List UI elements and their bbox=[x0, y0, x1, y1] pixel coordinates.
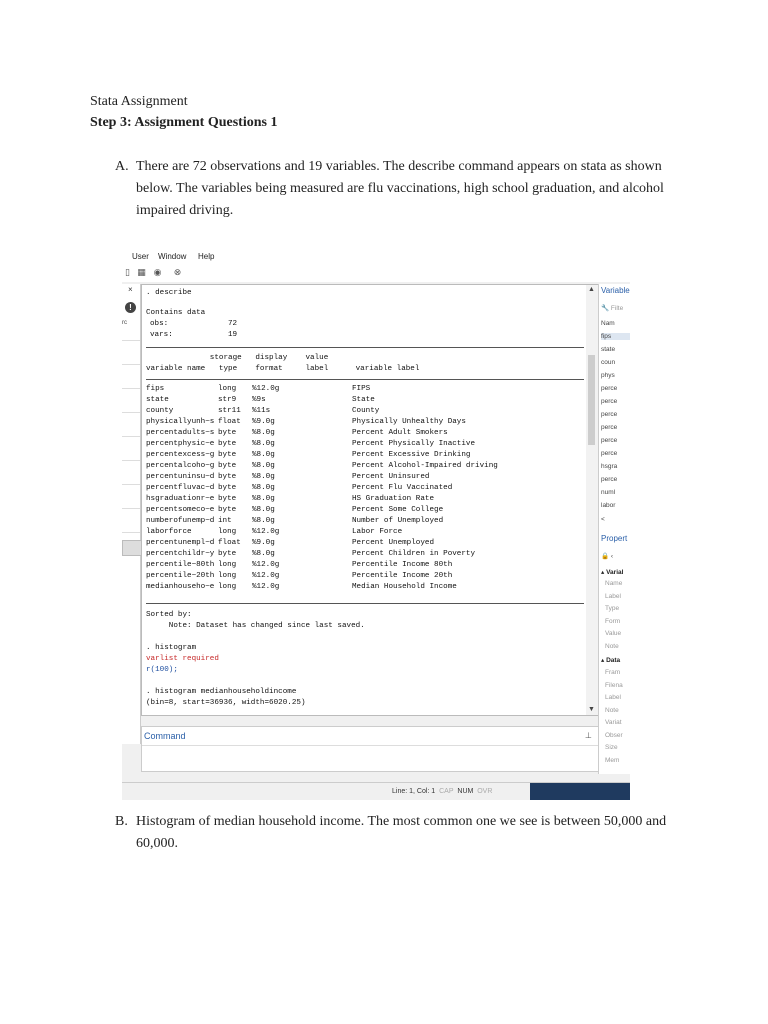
storage-type: float bbox=[218, 539, 241, 547]
close-icon[interactable]: × bbox=[128, 285, 133, 294]
variable-list-item[interactable]: perce bbox=[601, 437, 618, 444]
property-item[interactable]: Note bbox=[605, 706, 619, 714]
variables-scroll-left-icon[interactable]: < bbox=[601, 516, 605, 523]
scroll-thumb[interactable] bbox=[588, 355, 595, 445]
variable-name: percentile~80th bbox=[146, 561, 215, 569]
variable-list-item[interactable]: state bbox=[601, 346, 616, 353]
variable-list-item[interactable]: fips bbox=[601, 333, 630, 340]
vars-label: vars: bbox=[150, 331, 173, 339]
menu-help[interactable]: Help bbox=[198, 252, 215, 261]
status-text: Line: 1, Col: 1 CAP NUM OVR bbox=[392, 788, 493, 795]
variable-name: percentsomeco~e bbox=[146, 506, 215, 514]
variable-label: HS Graduation Rate bbox=[352, 495, 435, 503]
review-pane bbox=[122, 284, 141, 744]
command-pane bbox=[141, 726, 599, 772]
menu-window[interactable]: Window bbox=[158, 252, 187, 261]
property-item[interactable]: Label bbox=[605, 694, 621, 701]
variable-label: Percent Excessive Drinking bbox=[352, 451, 471, 459]
display-format: %8.0g bbox=[252, 473, 275, 481]
display-format: %8.0g bbox=[252, 462, 275, 470]
storage-type: byte bbox=[218, 550, 237, 558]
histogram-command-2: . histogram medianhouseholdincome bbox=[146, 688, 297, 696]
property-item[interactable]: Form bbox=[605, 617, 621, 625]
variable-name: percentadults~s bbox=[146, 429, 215, 437]
variable-label: Number of Unemployed bbox=[352, 517, 444, 525]
stata-screenshot bbox=[122, 248, 630, 800]
document-subtitle: Step 3: Assignment Questions 1 bbox=[90, 115, 278, 130]
dataset-note: Note: Dataset has changed since last saved. bbox=[146, 622, 365, 630]
storage-type: str9 bbox=[218, 396, 237, 404]
variable-label: Percent Children in Poverty bbox=[352, 550, 476, 558]
describe-command: . describe bbox=[146, 289, 192, 297]
variable-list-item[interactable]: perce bbox=[601, 476, 618, 483]
variable-label: Percent Unemployed bbox=[352, 539, 435, 547]
display-format: %8.0g bbox=[252, 440, 275, 448]
bin-info: (bin=8, start=36936, width=6020.25) bbox=[146, 699, 306, 707]
item-a-marker: A. bbox=[115, 159, 129, 174]
break-icon[interactable]: ⊗ bbox=[173, 267, 182, 277]
command-label: Command bbox=[144, 731, 186, 741]
display-format: %8.0g bbox=[252, 429, 275, 437]
results-window bbox=[141, 284, 599, 716]
display-format: %11s bbox=[252, 407, 271, 415]
display-format: %8.0g bbox=[252, 484, 275, 492]
variable-name: percentchildr~y bbox=[146, 550, 215, 558]
command-input[interactable] bbox=[142, 746, 598, 770]
results-scrollbar[interactable] bbox=[586, 285, 598, 715]
describe-header-1: storage display value bbox=[146, 354, 329, 362]
storage-type: long bbox=[218, 561, 237, 569]
variable-name: state bbox=[146, 396, 169, 404]
storage-type: long bbox=[218, 528, 237, 536]
variable-list-item[interactable]: hsgra bbox=[601, 463, 618, 470]
storage-type: int bbox=[218, 517, 232, 525]
storage-type: byte bbox=[218, 484, 237, 492]
variable-list-item[interactable]: perce bbox=[601, 450, 618, 457]
property-item[interactable]: Label bbox=[605, 592, 621, 600]
warning-icon: ! bbox=[125, 302, 136, 313]
sorted-by: Sorted by: bbox=[146, 611, 192, 619]
lock-icon[interactable]: 🔒 ‹ bbox=[601, 553, 614, 560]
pin-icon[interactable]: ⊥ bbox=[585, 731, 592, 740]
variable-label: FIPS bbox=[352, 385, 371, 393]
variable-label: Percent Uninsured bbox=[352, 473, 430, 481]
variable-name: medianhouseho~e bbox=[146, 583, 215, 591]
variable-label: Labor Force bbox=[352, 528, 403, 536]
histogram-command: . histogram bbox=[146, 644, 197, 652]
variable-name: numberofunemp~d bbox=[146, 517, 215, 525]
storage-type: str11 bbox=[218, 407, 241, 415]
variable-label: Median Household Income bbox=[352, 583, 457, 591]
variable-list-item[interactable]: labor bbox=[601, 502, 616, 509]
review-rc-label: rc bbox=[122, 320, 127, 326]
document-title: Stata Assignment bbox=[90, 94, 188, 109]
display-format: %9s bbox=[252, 396, 266, 404]
variable-list-item[interactable]: coun bbox=[601, 359, 616, 366]
variable-name: county bbox=[146, 407, 174, 415]
review-selected-row[interactable] bbox=[122, 540, 142, 556]
variable-name: physicallyunh~s bbox=[146, 418, 215, 426]
property-item[interactable]: Note bbox=[605, 642, 619, 650]
variable-name: percentexcess~g bbox=[146, 451, 215, 459]
variable-list-item[interactable]: perce bbox=[601, 398, 618, 405]
item-b-text: Histogram of median household income. The most common one we see is between 50,000 and 60,000. bbox=[136, 814, 667, 851]
variable-name: percentuninsu~d bbox=[146, 473, 215, 481]
variables-name-header[interactable]: Nam bbox=[601, 320, 615, 327]
storage-type: byte bbox=[218, 495, 237, 503]
property-item[interactable]: Variat bbox=[605, 719, 622, 726]
display-format: %12.0g bbox=[252, 583, 280, 591]
display-format: %8.0g bbox=[252, 506, 275, 514]
storage-type: byte bbox=[218, 506, 237, 514]
display-format: %8.0g bbox=[252, 495, 275, 503]
variable-name: percentunempl~d bbox=[146, 539, 215, 547]
variable-name: fips bbox=[146, 385, 165, 393]
variable-label: Percent Flu Vaccinated bbox=[352, 484, 453, 492]
describe-header-2: variable name type format label variable label bbox=[146, 365, 420, 373]
properties-variables-section[interactable]: ▴ Varial bbox=[601, 569, 624, 576]
display-format: %9.0g bbox=[252, 539, 275, 547]
menu-user[interactable]: User bbox=[132, 252, 149, 261]
variable-label: State bbox=[352, 396, 375, 404]
storage-type: byte bbox=[218, 429, 237, 437]
variable-name: laborforce bbox=[146, 528, 192, 536]
contains-data: Contains data bbox=[146, 309, 206, 317]
properties-pane-title: Propert bbox=[601, 534, 628, 543]
variable-list-item[interactable]: perce bbox=[601, 385, 618, 392]
storage-type: byte bbox=[218, 473, 237, 481]
storage-type: long bbox=[218, 572, 237, 580]
variable-label: County bbox=[352, 407, 380, 415]
property-item[interactable]: Size bbox=[605, 744, 618, 751]
variable-label: Percent Alcohol-Impaired driving bbox=[352, 462, 498, 470]
status-bar-accent bbox=[530, 783, 630, 800]
variable-list-item[interactable]: perce bbox=[601, 424, 618, 431]
variable-name: percentile~20th bbox=[146, 572, 215, 580]
display-format: %12.0g bbox=[252, 528, 280, 536]
open-icon[interactable]: ▯ bbox=[125, 267, 130, 277]
property-item[interactable]: Type bbox=[605, 605, 620, 612]
property-item[interactable]: Value bbox=[605, 630, 622, 637]
return-code[interactable]: r(100); bbox=[146, 666, 178, 674]
scroll-down-icon[interactable]: ▼ bbox=[588, 706, 595, 713]
error-message: varlist required bbox=[146, 655, 219, 663]
viewer-icon[interactable]: ◉ bbox=[153, 267, 162, 277]
variable-list-item[interactable]: perce bbox=[601, 411, 618, 418]
storage-type: float bbox=[218, 418, 241, 426]
toolbar bbox=[122, 264, 630, 282]
variable-name: percentalcoho~g bbox=[146, 462, 215, 470]
variable-name: percentphysic~e bbox=[146, 440, 215, 448]
variable-list-item[interactable]: phys bbox=[601, 372, 615, 379]
storage-type: byte bbox=[218, 462, 237, 470]
display-format: %8.0g bbox=[252, 550, 275, 558]
property-item[interactable]: Name bbox=[605, 580, 623, 587]
variable-label: Percentile Income 80th bbox=[352, 561, 453, 569]
properties-data-section[interactable]: ▴ Data bbox=[601, 657, 621, 664]
property-item[interactable]: Obser bbox=[605, 731, 623, 739]
display-format: %8.0g bbox=[252, 517, 275, 525]
item-b-marker: B. bbox=[115, 814, 128, 829]
display-format: %9.0g bbox=[252, 418, 275, 426]
storage-type: long bbox=[218, 385, 237, 393]
display-format: %8.0g bbox=[252, 451, 275, 459]
variables-properties-pane bbox=[598, 284, 630, 774]
variables-pane-title: Variable bbox=[601, 286, 630, 295]
variable-label: Percent Adult Smokers bbox=[352, 429, 448, 437]
storage-type: byte bbox=[218, 440, 237, 448]
storage-type: byte bbox=[218, 451, 237, 459]
variable-name: percentfluvac~d bbox=[146, 484, 215, 492]
menu-bar bbox=[122, 248, 630, 264]
status-bar bbox=[122, 782, 630, 800]
variable-label: Percentile Income 20th bbox=[352, 572, 453, 580]
variable-list-item[interactable]: numl bbox=[601, 489, 616, 496]
variable-label: Percent Physically Inactive bbox=[352, 440, 476, 448]
scroll-up-icon[interactable]: ▲ bbox=[588, 286, 595, 293]
grid-icon[interactable]: ▦ bbox=[137, 267, 146, 277]
property-item[interactable]: Fram bbox=[605, 669, 621, 676]
display-format: %12.0g bbox=[252, 385, 280, 393]
storage-type: long bbox=[218, 583, 237, 591]
obs-label: obs: bbox=[150, 320, 169, 328]
variable-name: hsgraduationr~e bbox=[146, 495, 215, 503]
variable-label: Percent Some College bbox=[352, 506, 444, 514]
property-item[interactable]: Mem bbox=[605, 756, 620, 764]
variable-label: Physically Unhealthy Days bbox=[352, 418, 466, 426]
display-format: %12.0g bbox=[252, 561, 280, 569]
display-format: %12.0g bbox=[252, 572, 280, 580]
item-a-text: There are 72 observations and 19 variables. The describe command appears on stata as shown below. The variables being measured are flu vaccinations, high school graduation, and alcohol impaired driving. bbox=[136, 159, 664, 218]
vars-value: 19 bbox=[228, 331, 238, 339]
obs-value: 72 bbox=[228, 320, 238, 328]
property-item[interactable]: Filena bbox=[605, 681, 623, 689]
variables-filter[interactable]: 🔧 Filte bbox=[601, 305, 624, 312]
